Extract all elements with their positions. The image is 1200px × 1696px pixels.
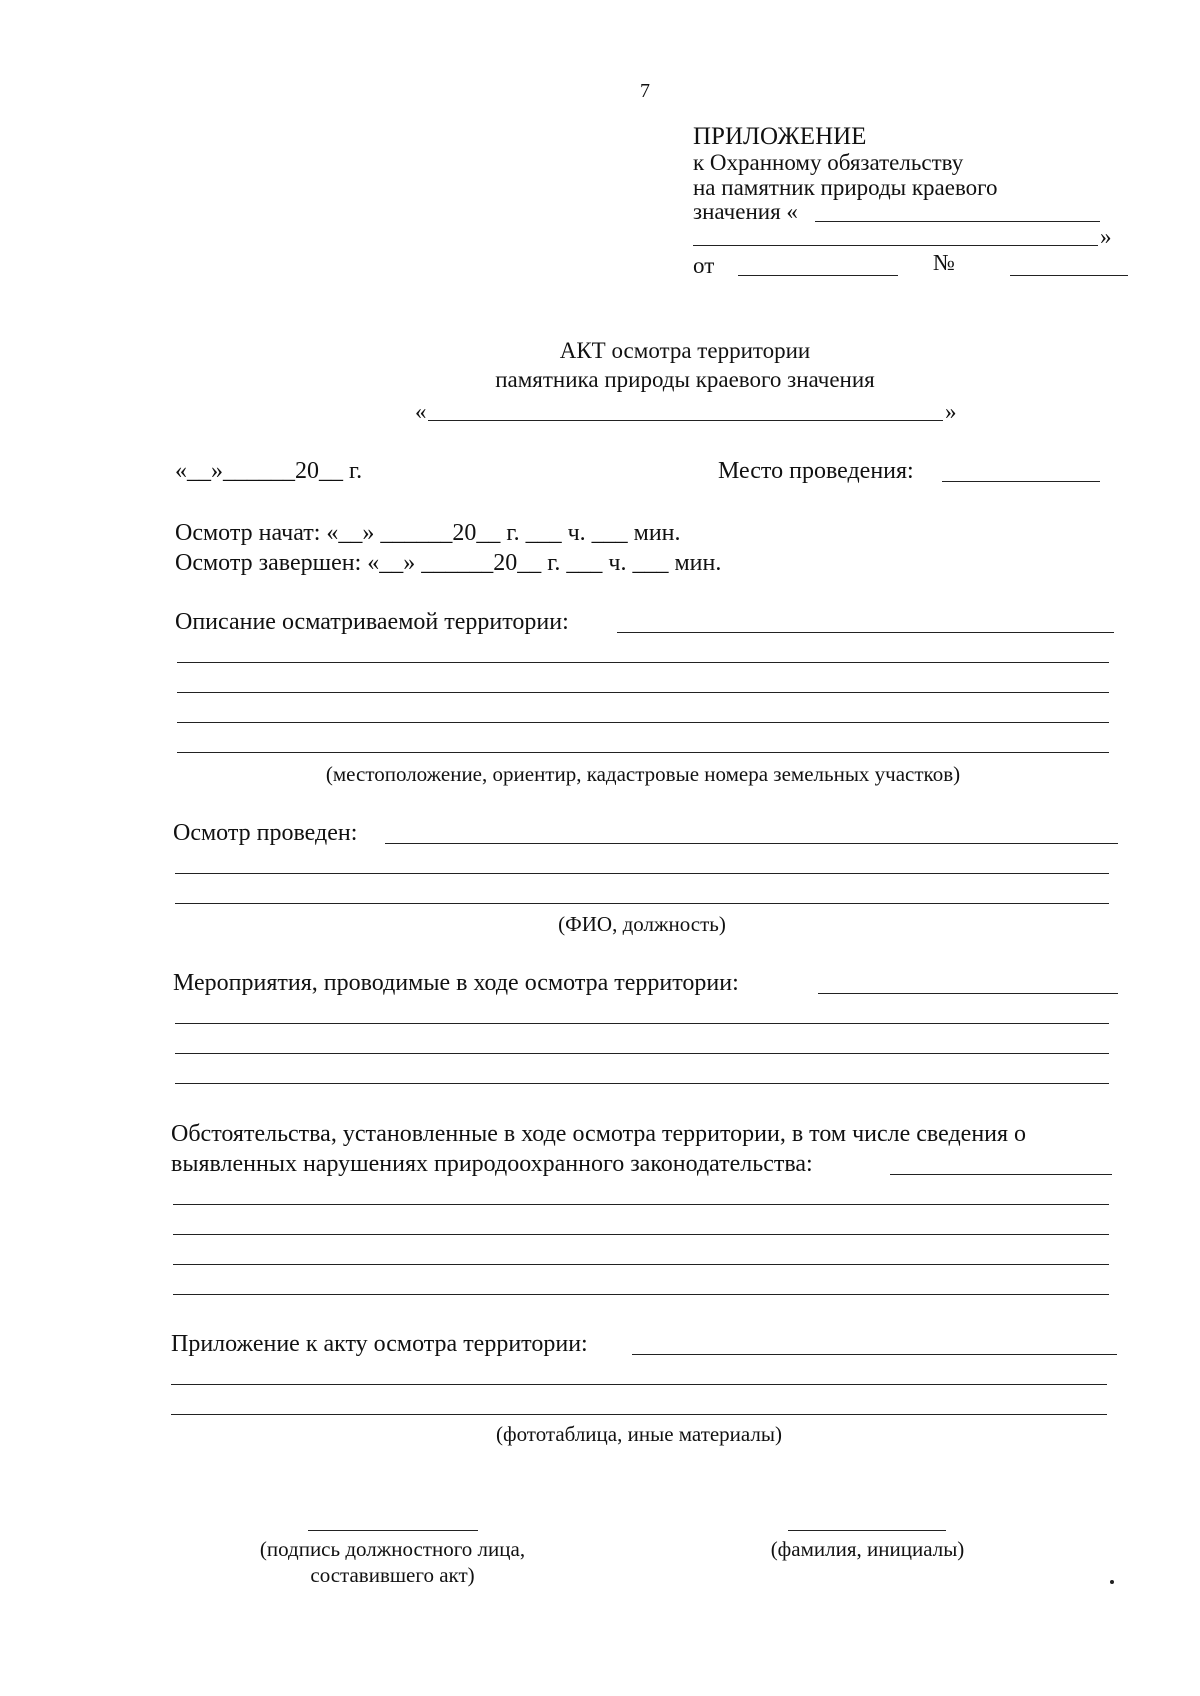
description-line-1[interactable] bbox=[617, 632, 1114, 633]
measures-label: Мероприятия, проводимые в ходе осмотра территории: bbox=[173, 970, 739, 996]
act-object-name-field[interactable] bbox=[428, 420, 943, 421]
description-line-2[interactable] bbox=[177, 662, 1109, 663]
description-line-5[interactable] bbox=[177, 752, 1109, 753]
appendix-line-3: значения « bbox=[693, 199, 798, 224]
measures-line-3[interactable] bbox=[175, 1053, 1109, 1054]
name-initials-line[interactable] bbox=[788, 1530, 946, 1531]
act-close-quote: » bbox=[945, 399, 957, 424]
act-title-line-2: памятника природы краевого значения bbox=[495, 367, 875, 392]
place-field[interactable] bbox=[942, 481, 1100, 482]
circumstances-line-2: выявленных нарушениях природоохранного законодательства: bbox=[171, 1151, 813, 1177]
inspection-finished[interactable]: Осмотр завершен: «__» ______20__ г. ___ ч. ___ мин. bbox=[175, 550, 722, 576]
appendix-line-1: к Охранному обязательству bbox=[693, 150, 964, 175]
conducted-line-3[interactable] bbox=[175, 903, 1109, 904]
object-name-line-1[interactable] bbox=[815, 221, 1100, 222]
attachment-label: Приложение к акту осмотра территории: bbox=[171, 1331, 588, 1357]
appendix-number-field[interactable] bbox=[1010, 275, 1128, 276]
appendix-close-quote: » bbox=[1100, 224, 1112, 249]
object-name-line-2[interactable] bbox=[693, 245, 1098, 246]
act-date-field[interactable]: «__»______20__ г. bbox=[175, 458, 363, 484]
place-label: Место проведения: bbox=[718, 458, 914, 484]
act-title-line-1: АКТ осмотра территории bbox=[559, 338, 811, 363]
name-initials-hint: (фамилия, инициалы) bbox=[770, 1537, 965, 1561]
signature-line[interactable] bbox=[308, 1530, 478, 1531]
attachment-line-3[interactable] bbox=[171, 1414, 1107, 1415]
measures-line-1[interactable] bbox=[818, 993, 1118, 994]
circumstances-line-field-2[interactable] bbox=[173, 1204, 1109, 1205]
description-line-4[interactable] bbox=[177, 722, 1109, 723]
description-line-3[interactable] bbox=[177, 692, 1109, 693]
attachment-hint: (фототаблица, иные материалы) bbox=[495, 1422, 783, 1446]
circumstances-line-field-5[interactable] bbox=[173, 1294, 1109, 1295]
act-open-quote: « bbox=[415, 399, 427, 424]
description-label: Описание осматриваемой территории: bbox=[175, 609, 569, 635]
appendix-date-field[interactable] bbox=[738, 275, 898, 276]
conducted-line-2[interactable] bbox=[175, 873, 1109, 874]
attachment-line-2[interactable] bbox=[171, 1384, 1107, 1385]
measures-line-4[interactable] bbox=[175, 1083, 1109, 1084]
appendix-number-label: № bbox=[933, 250, 955, 275]
appendix-from-label: от bbox=[693, 253, 715, 278]
signature-hint-line-1: (подпись должностного лица, bbox=[259, 1537, 526, 1561]
conducted-label: Осмотр проведен: bbox=[173, 820, 358, 846]
scan-dot bbox=[1110, 1580, 1114, 1584]
circumstances-line-1: Обстоятельства, установленные в ходе осмотра территории, в том числе сведения о bbox=[171, 1121, 1027, 1147]
conducted-hint: (ФИО, должность) bbox=[558, 912, 726, 936]
appendix-line-2: на памятник природы краевого bbox=[693, 175, 998, 200]
attachment-line-1[interactable] bbox=[632, 1354, 1117, 1355]
circumstances-line-field-4[interactable] bbox=[173, 1264, 1109, 1265]
conducted-line-1[interactable] bbox=[385, 843, 1118, 844]
inspection-started[interactable]: Осмотр начат: «__» ______20__ г. ___ ч. ___ мин. bbox=[175, 520, 681, 546]
circumstances-line-field-3[interactable] bbox=[173, 1234, 1109, 1235]
measures-line-2[interactable] bbox=[175, 1023, 1109, 1024]
description-hint: (местоположение, ориентир, кадастровые номера земельных участков) bbox=[325, 762, 961, 786]
page-number: 7 bbox=[640, 80, 650, 102]
appendix-title: ПРИЛОЖЕНИЕ bbox=[693, 123, 867, 150]
circumstances-line-field-1[interactable] bbox=[890, 1174, 1112, 1175]
signature-hint-line-2: составившего акт) bbox=[310, 1563, 475, 1587]
